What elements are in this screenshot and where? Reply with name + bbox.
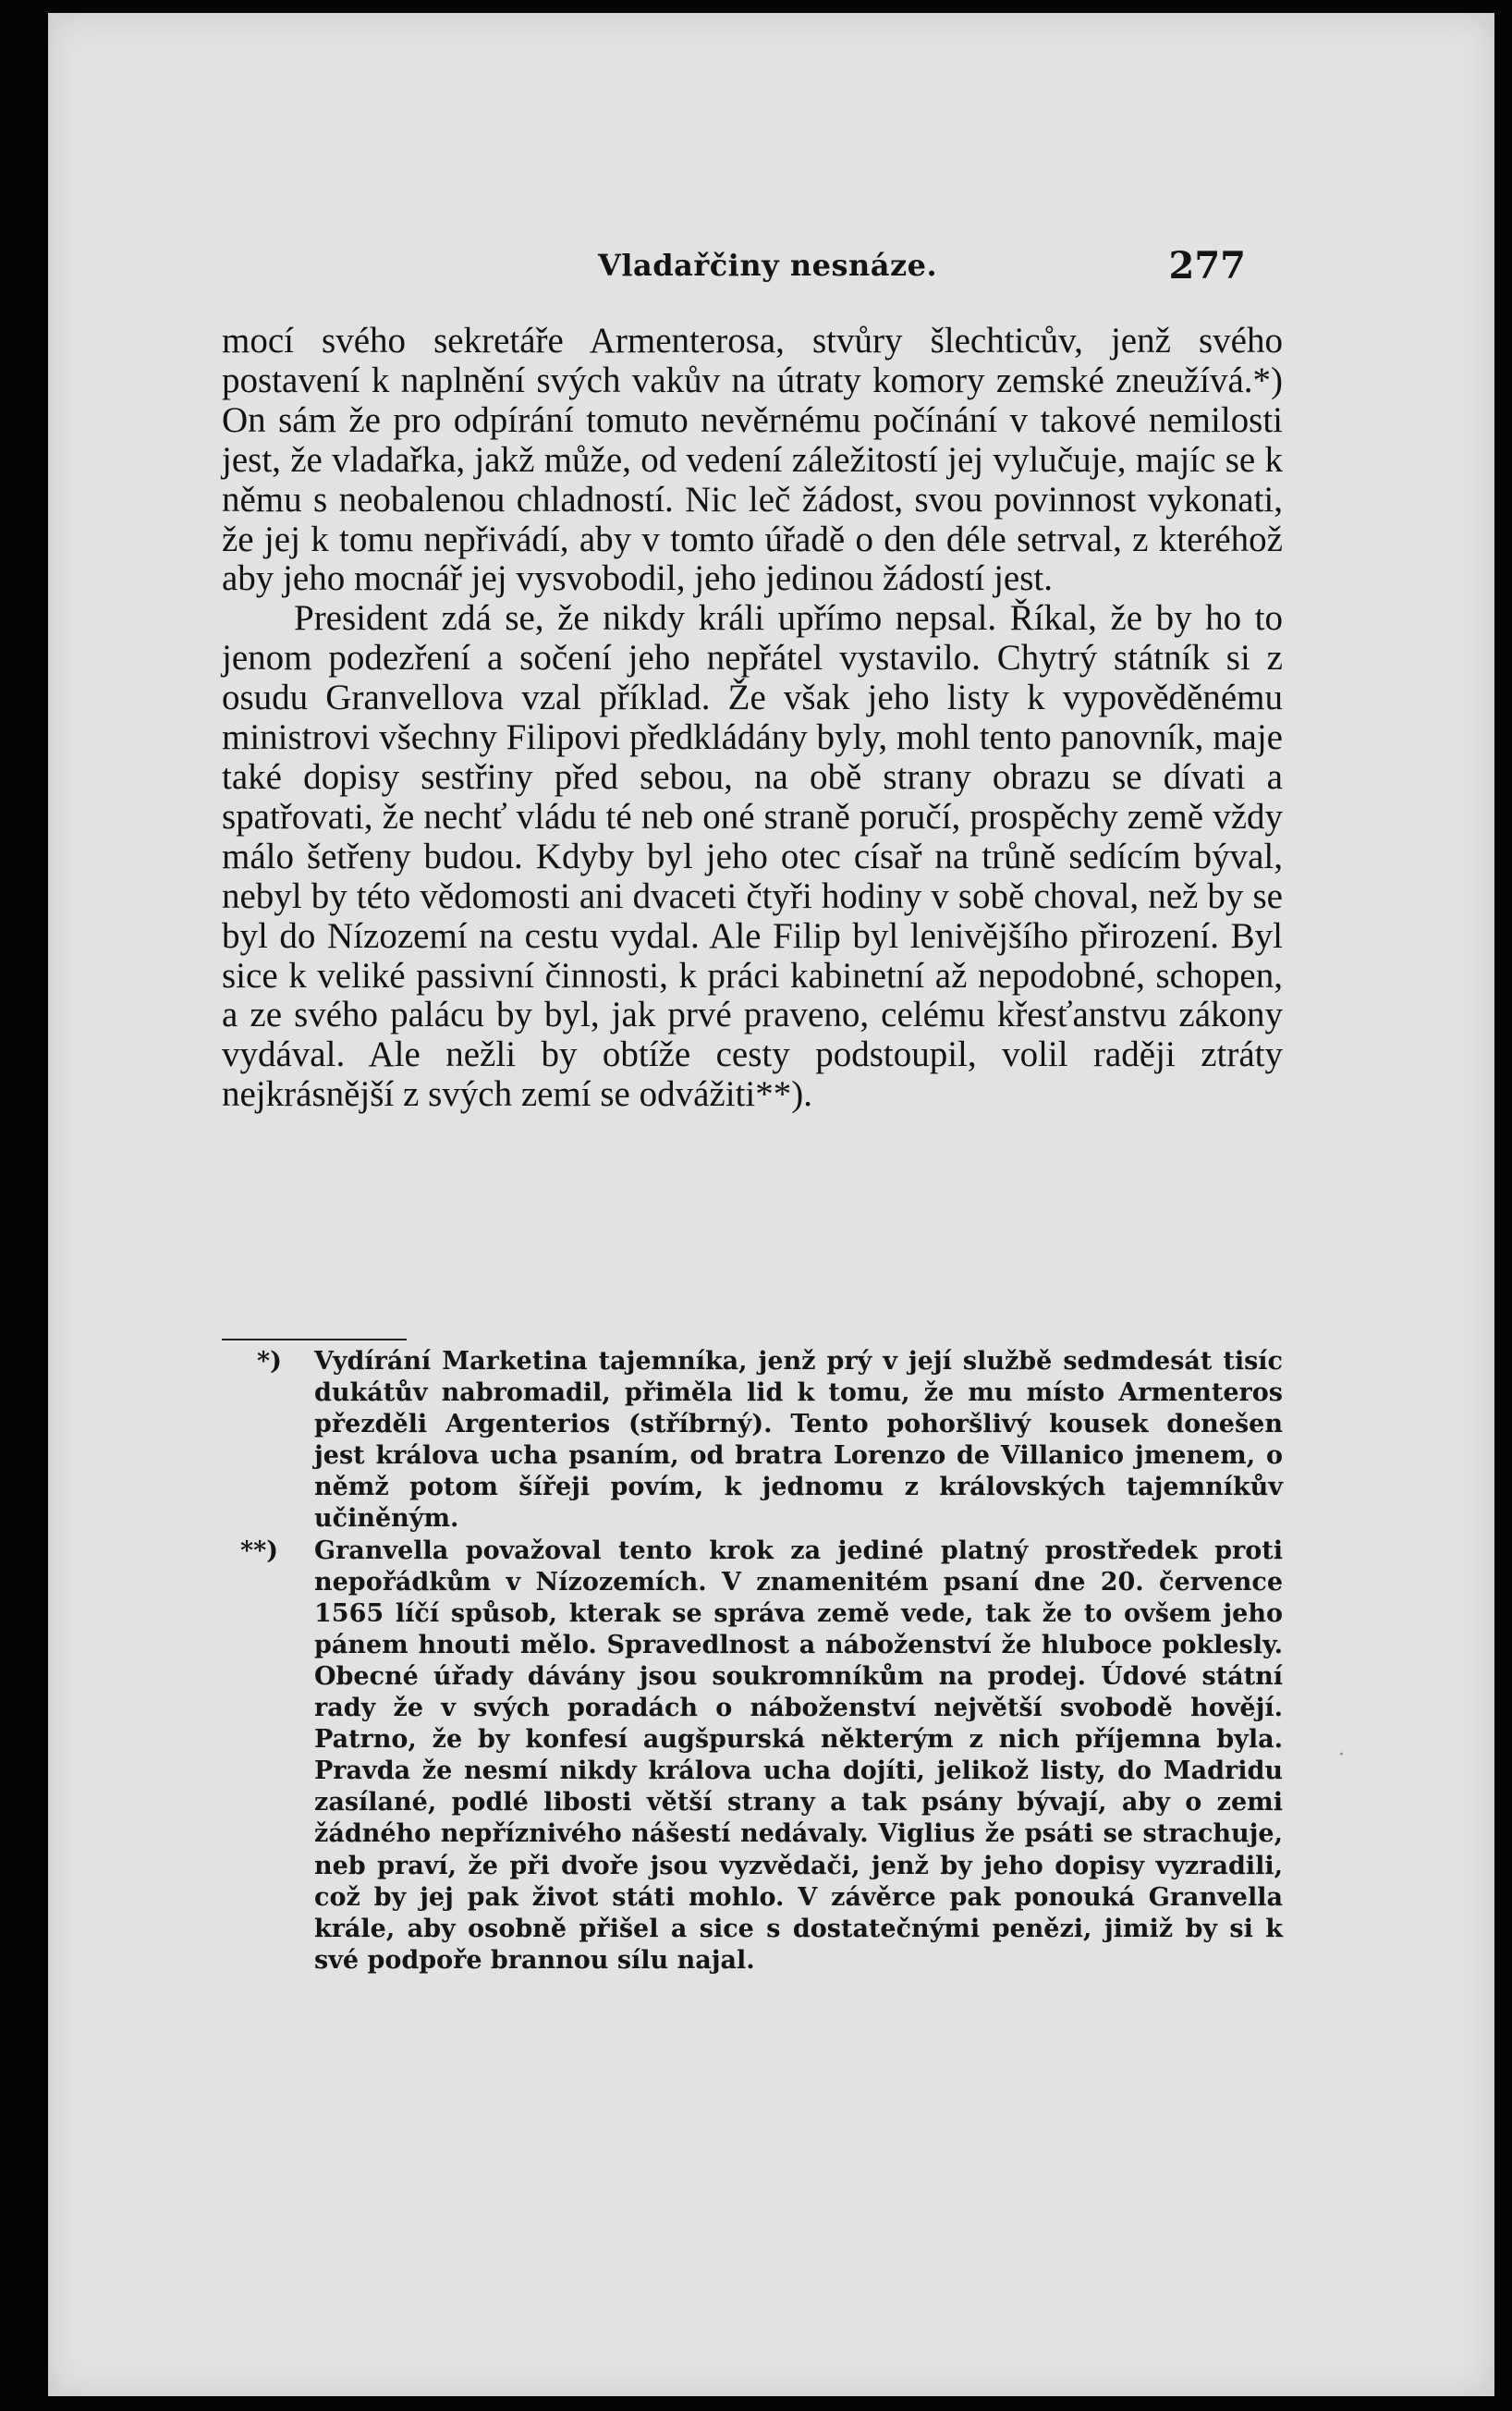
footnote-rule (222, 1339, 407, 1340)
footnote-2 (222, 1536, 1283, 1977)
footnote-2-text: Granvella považoval tento krok za jediné platný prostředek proti nepořádkům v Nízozemích. V znamenitém psaní dne 20. července 1565 líčí spůsob, kterak se správa země vede, tak že to ovšem jeho pánem hnouti mělo. Spravedlnost a náboženství že hluboce poklesly. Obecné úřady dávány jsou soukromníkům na prodej. Údové státní rady že v svých poradách o náboženství největší svobodě hovějí. Patrno, že by konfesí augšpurská některým z nich příjemna byla. Pravda že nesmí nikdy králova ucha dojíti, jelikož listy, do Madridu zasílané, podlé libosti větší strany a tak psány bývají, aby o zemi žádného nepříznivého nášestí nedávaly. Viglius že psáti se strachuje, neb praví, že při dvoře jsou vyzvědači, jenž by jeho dopisy vyzradili, což by jej pak život státi mohlo. V závěrce pak ponouká Granvella krále, aby osobně přišel a sice s dostatečnými penězi, jimiž by si k své podpoře brannou sílu najal. (314, 1536, 1283, 1975)
footnote-1-mark: *) (257, 1347, 282, 1376)
running-head: Vladařčiny nesnáze. (598, 248, 938, 283)
page-header (222, 242, 1285, 298)
paragraph-1: mocí svého sekretáře Armenterosa, stvůry šlechticův, jenž svého postavení k naplnění svých vakův na útraty komory zemské zneužívá.*) On sám že pro odpírání tomuto nevěrnému počínání v takové nemilosti jest, že vladařka, jakž může, od vedení záležitostí jej vylučuje, majíc se k němu s neobalenou chladností. Nic leč žádost, svou povinnost vykonati, že jej k tomu nepřivádí, aby v tomto úřadě o den déle setrval, z kteréhož aby jeho mocnář jej vysvobodil, jeho jedinou žádostí jest. (222, 321, 1283, 599)
margin-speck-icon: · (1338, 1744, 1345, 1767)
footnotes (222, 1346, 1283, 1977)
footnote-1 (222, 1346, 1283, 1536)
paragraph-2: President zdá se, že nikdy králi upřímo nepsal. Říkal, že by ho to jenom podezření a sočení jeho nepřátel vystavilo. Chytrý státník si z osudu Granvellova vzal příklad. Že však jeho listy k vypověděnému ministrovi všechny Filipovi předkládány byly, mohl tento panovník, maje také dopisy sestřiny před sebou, na obě strany obrazu se dívati a spatřovati, že nechť vládu té neb oné straně poručí, prospěchy země vždy málo šetřeny budou. Kdyby byl jeho otec císař na trůně sedícím býval, nebyl by této vědomosti ani dvaceti čtyři hodiny v sobě choval, než by se byl do Nízozemí na cestu vydal. Ale Filip byl lenivějšího přirození. Byl sice k veliké passivní činnosti, k práci kabinetní až nepodobné, schopen, a ze svého palácu by byl, jak prvé praveno, celému křesťanstvu zákony vydával. Ale nežli by obtíže cesty podstoupil, volil raději ztráty nejkrásnější z svých zemí se odvážiti**). (222, 598, 1283, 1115)
page-number: 277 (1168, 244, 1246, 288)
main-text (222, 322, 1283, 1115)
footnote-2-mark: **) (240, 1536, 279, 1565)
footnote-1-text: Vydírání Marketina tajemníka, jenž prý v její službě sedmdesát tisíc dukátův nabromadil, přiměla lid k tomu, že mu místo Armenteros přezděli Argenterios (stříbrný). Tento pohoršlivý kousek donešen jest králova ucha psaním, od bratra Lorenzo de Villanico jmenem, o němž potom šířeji povím, k jednomu z královských tajemníkův učiněným. (314, 1347, 1283, 1534)
